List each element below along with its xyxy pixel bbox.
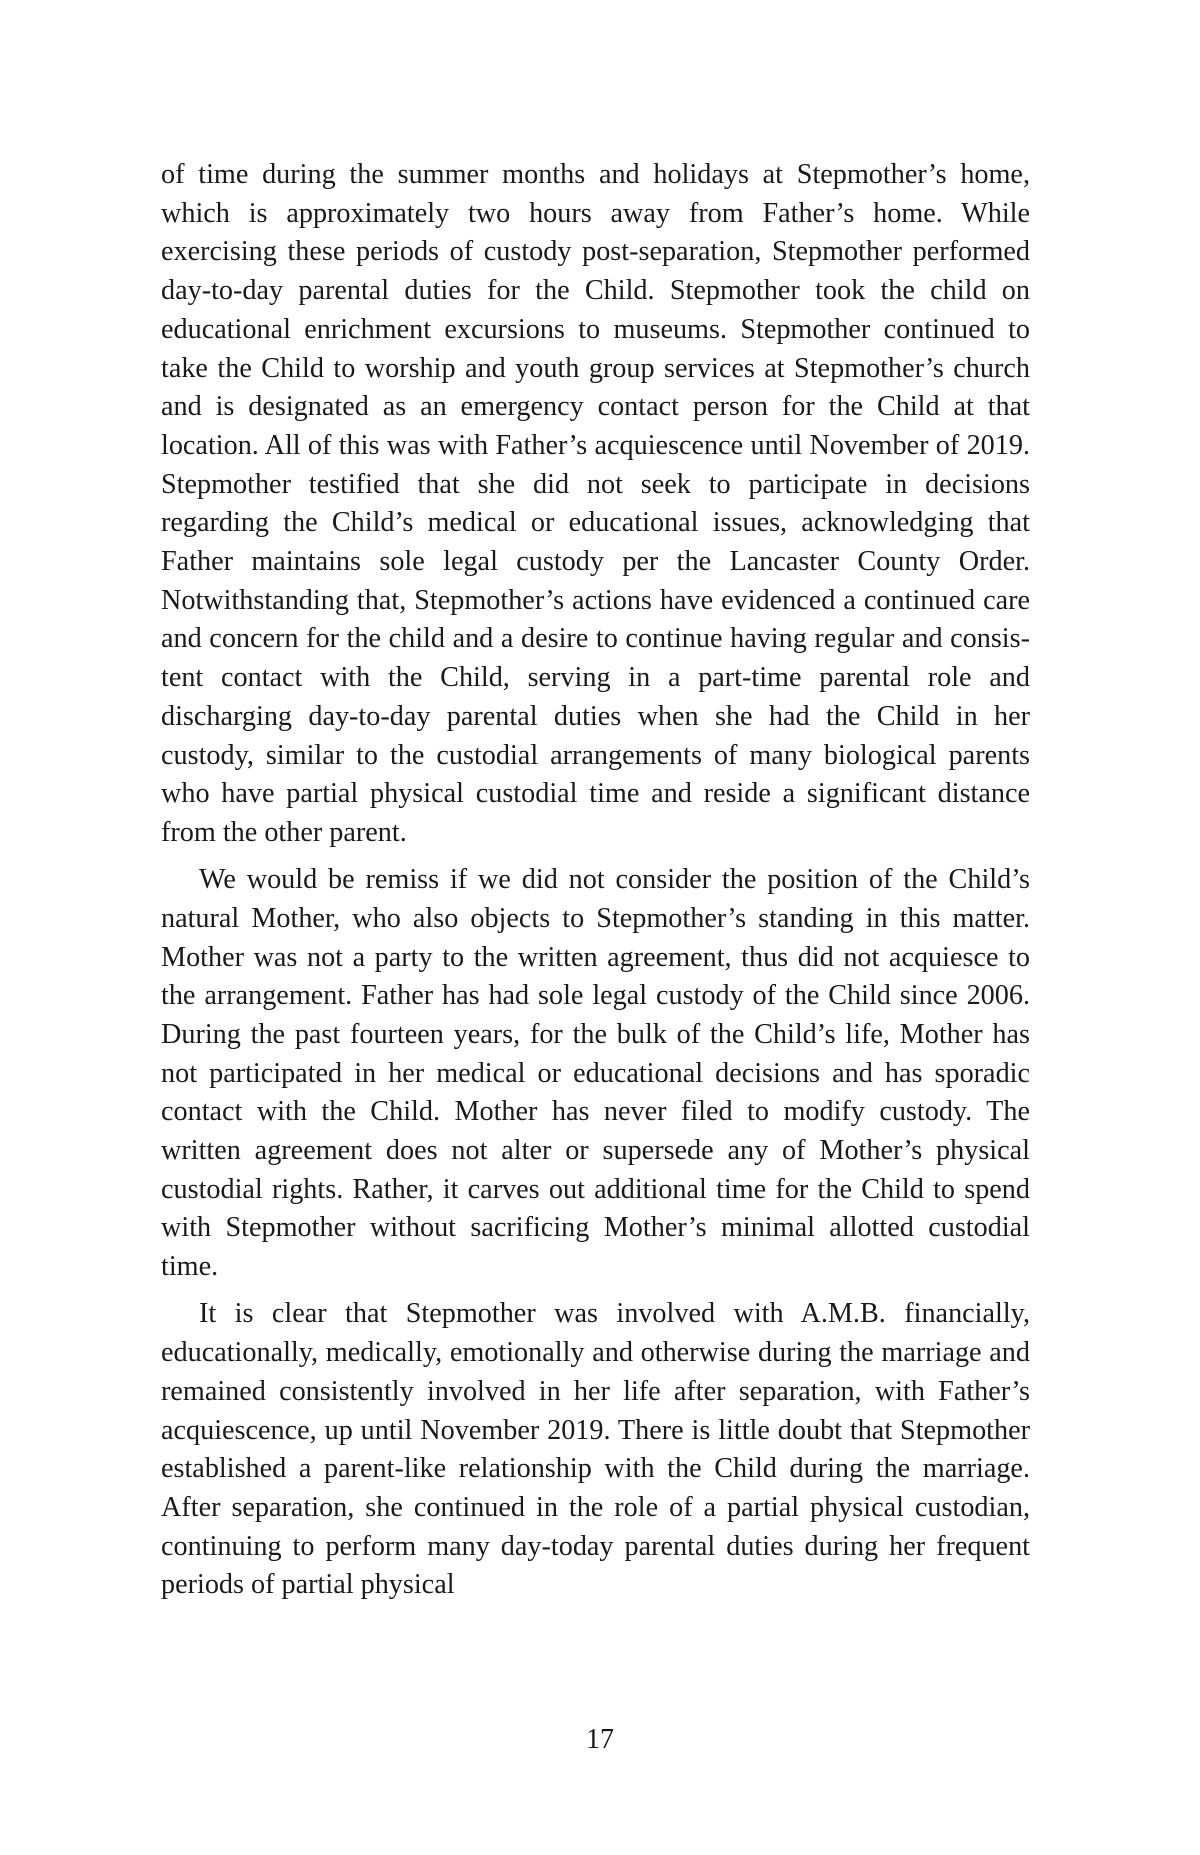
body-text xyxy=(161,156,1030,1614)
paragraph-stepmother-involvement: It is clear that Stepmother was involved with A.M.B. financially, educationally, medically, emotionally and otherwise during the marriage and remained consistently involved in her life after separation, with Father’s acquiescence, up until November 2019. There is little doubt that Stepmother established a parent-like relationship with the Child during the marriage. After separation, she continued in the role of a partial physical custodian, continuing to perform many day-today parental duties during her frequent periods of partial physical xyxy=(161,1298,1030,1601)
paragraph-mother-position: We would be remiss if we did not consider the position of the Child’s natural Mother, who also objects to Stepmother’s standing in this matter. Mother was not a party to the written agreement, thus did not acquiesce to the arrangement. Father has had sole legal custody of the Child since 2006. During the past fourteen years, for the bulk of the Child’s life, Mother has not participated in her medical or educational decisions and has sporadic contact with the Child. Mother has never filed to modify custody. The written agreement does not alter or supersede any of Mother’s physical custodial rights. Rather, it carves out additional time for the Child to spend with Stepmother without sacrificing Mother’s minimal allotted custodial time. xyxy=(161,864,1030,1283)
page-number: 17 xyxy=(586,1724,614,1755)
paragraph-continued: of time during the summer months and holidays at Stepmother’s home, which is approximately two hours away from Father’s home. While exercising these periods of custody post-separation, Stepmother performed day-to-day parental duties for the Child. Stepmother took the child on educational enrichment excursions to museums. Stepmother continued to take the Child to worship and youth group services at Stepmother’s church and is designated as an emergency contact person for the Child at that location. All of this was with Father’s acquiescence until November of 2019. Stepmother testified that she did not seek to participate in decisions regarding the Child’s medical or educational issues, acknowledging that Father maintains sole legal custody per the Lancaster County Order. Notwithstanding that, Stepmother’s actions have evidenced a continued care and concern for the child and a desire to continue having regular and consistent contact with the Child, serving in a part-time parental role and discharging day-to-day parental duties when she had the Child in her custody, similar to the custodial arrangements of many biological parents who have partial physical custodial time and reside a significant distance from the other parent. xyxy=(161,159,1030,848)
